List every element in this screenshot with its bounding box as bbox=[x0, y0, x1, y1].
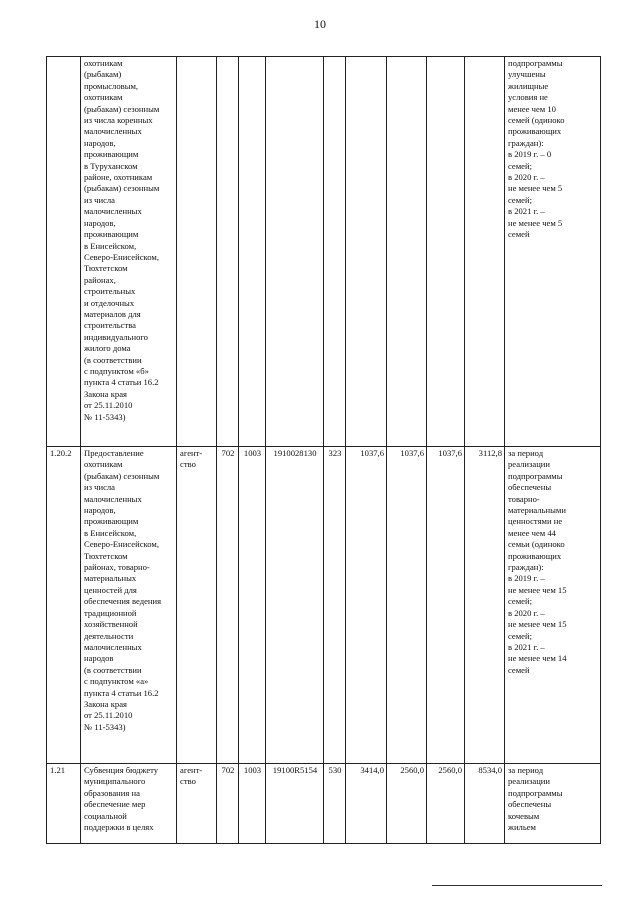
amount-2021: 1037,6 bbox=[427, 447, 465, 764]
rzpr-code: 1003 bbox=[239, 447, 266, 764]
program-table bbox=[46, 56, 601, 844]
grbs-code: 702 bbox=[217, 447, 239, 764]
amount-2021: 2560,0 bbox=[427, 764, 465, 844]
rzpr-code bbox=[239, 57, 266, 447]
item-name: Предоставление охотникам (рыбакам) сезонным из числа малочисленных народов, проживающим в Енисейском, Северо-Енисейском, Тюхтетском районах, товарно- материальных ценностей для обеспечения ведения традиционной хозяйственной деятельности малочисленных народов (в соответствии с подпунктом «а» пункта 4 статьи 16.2 Закона края от 25.11.2010 № 11-5343) bbox=[81, 447, 177, 764]
footer-divider bbox=[432, 885, 602, 886]
item-code bbox=[47, 57, 81, 447]
amount-2019: 1037,6 bbox=[346, 447, 387, 764]
table-row bbox=[47, 57, 601, 447]
item-name: охотникам (рыбакам) промысловым, охотникам (рыбакам) сезонным из числа коренных малочисленных народов, проживающим в Туруханском районе, охотникам (рыбакам) сезонным из числа малочисленных народов, проживающим в Енисейском, Северо-Енисейском, Тюхтетском районах, строительных и отделочных материалов для строительства индивидуального жилого дома (в соответствии с подпунктом «б» пункта 4 статьи 16.2 Закона края от 25.11.2010 № 11-5343) bbox=[81, 57, 177, 447]
item-code: 1.21 bbox=[47, 764, 81, 844]
csr-code: 1910028130 bbox=[266, 447, 324, 764]
csr-code bbox=[266, 57, 324, 447]
item-name: Субвенция бюджету муниципального образования на обеспечение мер социальной поддержки в целях bbox=[81, 764, 177, 844]
vr-code: 530 bbox=[324, 764, 346, 844]
expected-result: за период реализации подпрограммы обеспечены кочевым жильем bbox=[505, 764, 601, 844]
table-row bbox=[47, 447, 601, 764]
executor bbox=[177, 57, 217, 447]
table-row bbox=[47, 764, 601, 844]
amount-2019 bbox=[346, 57, 387, 447]
amount-total bbox=[465, 57, 505, 447]
csr-code: 19100R5154 bbox=[266, 764, 324, 844]
vr-code bbox=[324, 57, 346, 447]
executor: агент- ство bbox=[177, 447, 217, 764]
amount-total: 8534,0 bbox=[465, 764, 505, 844]
executor: агент- ство bbox=[177, 764, 217, 844]
expected-result: подпрограммы улучшены жилищные условия не менее чем 10 семей (одиноко проживающих граждан): в 2019 г. – 0 семей; в 2020 г. – не менее чем 5 семей; в 2021 г. – не менее чем 5 семей bbox=[505, 57, 601, 447]
item-code: 1.20.2 bbox=[47, 447, 81, 764]
vr-code: 323 bbox=[324, 447, 346, 764]
rzpr-code: 1003 bbox=[239, 764, 266, 844]
amount-2020: 2560,0 bbox=[387, 764, 427, 844]
expected-result: за период реализации подпрограммы обеспечены товарно- материальными ценностями не менее чем 44 семьи (одиноко проживающих граждан): в 2019 г. – не менее чем 15 семей; в 2020 г. – не менее чем 15 семей; в 2021 г. – не менее чем 14 семей bbox=[505, 447, 601, 764]
grbs-code: 702 bbox=[217, 764, 239, 844]
amount-2020 bbox=[387, 57, 427, 447]
page-number: 10 bbox=[314, 17, 326, 31]
amount-total: 3112,8 bbox=[465, 447, 505, 764]
amount-2020: 1037,6 bbox=[387, 447, 427, 764]
amount-2019: 3414,0 bbox=[346, 764, 387, 844]
amount-2021 bbox=[427, 57, 465, 447]
grbs-code bbox=[217, 57, 239, 447]
